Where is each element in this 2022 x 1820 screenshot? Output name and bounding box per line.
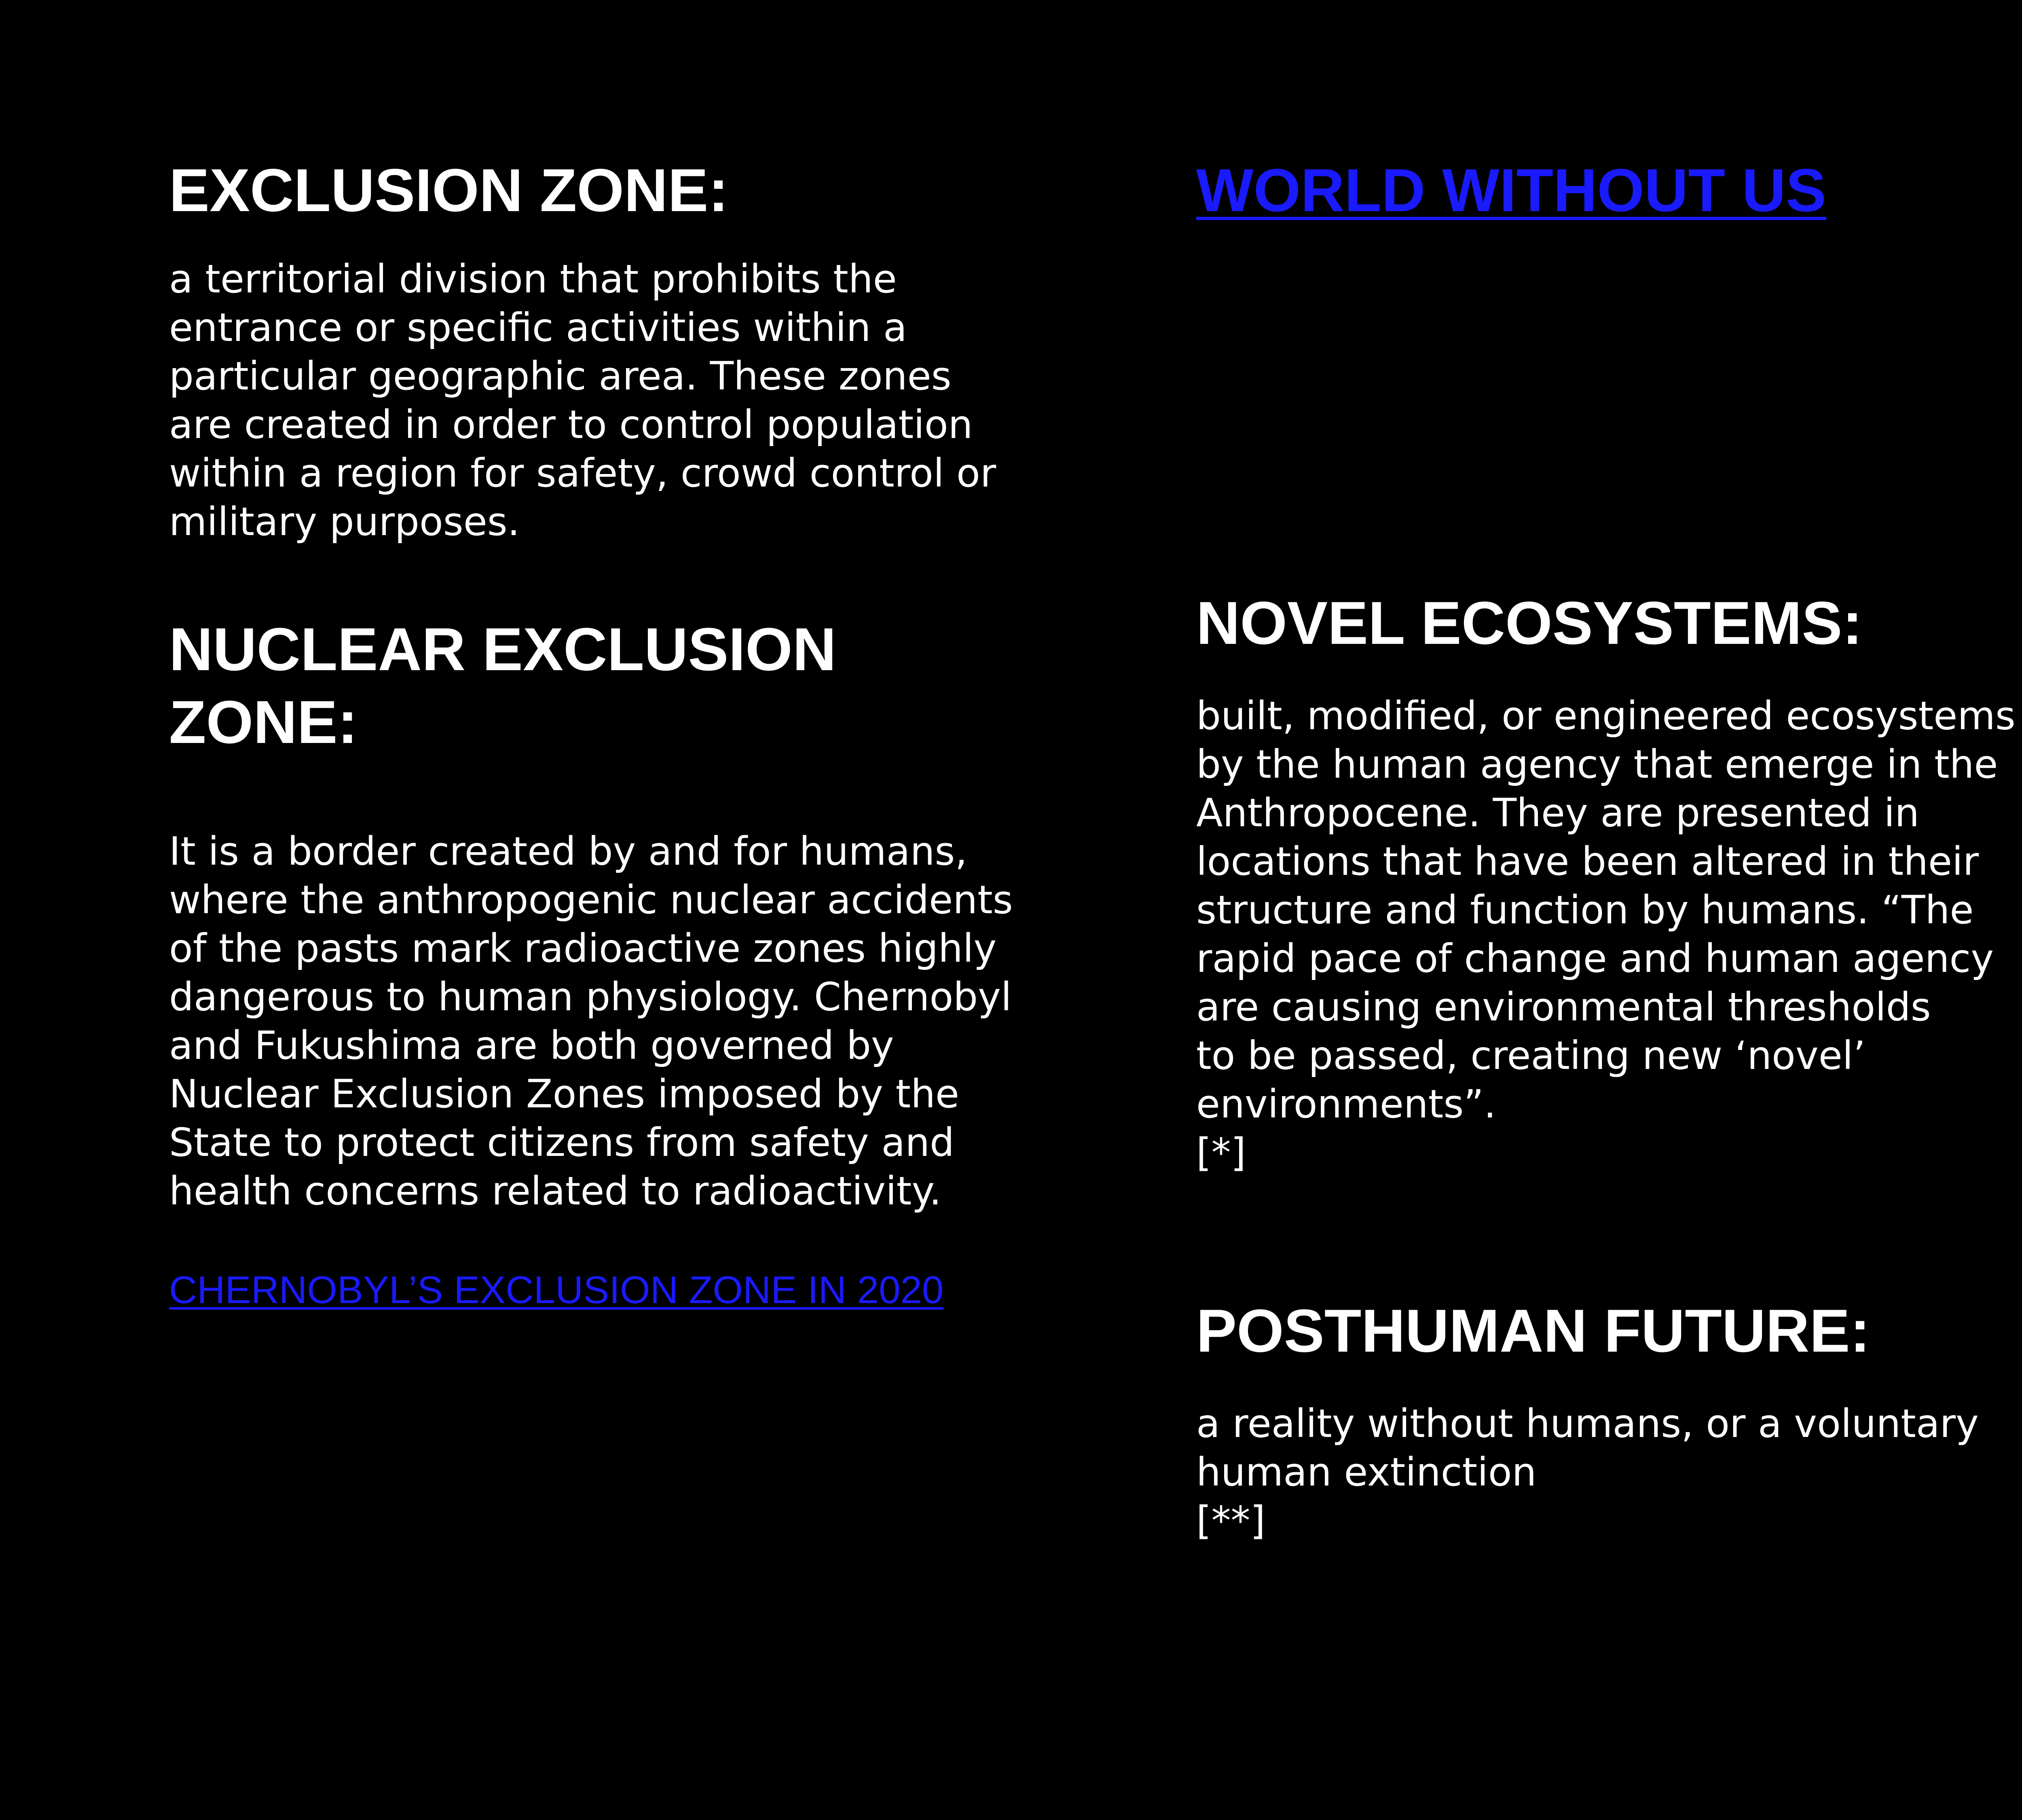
chernobyl-exclusion-zone-link[interactable]: CHERNOBYL’S EXCLUSION ZONE IN 2020	[169, 1268, 944, 1312]
nuclear-exclusion-zone-definition: It is a border created by and for humans, where the anthropogenic nuclear accidents of the pasts mark radioactive zones highly dangerous to human physiology. Chernobyl and Fukushima are both governed by Nuclear Exclusion Zones imposed by the State to protect citizens from safety and health concerns related to radioactivity.	[169, 829, 1013, 1214]
nuclear-exclusion-zone-section	[169, 613, 1099, 1215]
nuclear-exclusion-zone-heading: NUCLEAR EXCLUSION ZONE:	[169, 615, 837, 756]
world-without-us-link[interactable]: WORLD WITHOUT US	[1196, 156, 1827, 224]
posthuman-future-heading: POSTHUMAN FUTURE:	[1196, 1297, 1870, 1365]
exclusion-zone-heading: EXCLUSION ZONE:	[169, 156, 729, 224]
chernobyl-link-wrapper	[169, 1266, 943, 1314]
posthuman-future-definition: a reality without humans, or a voluntary human extinction [**]	[1196, 1401, 1979, 1543]
novel-ecosystems-heading: NOVEL ECOSYSTEMS:	[1196, 589, 1863, 657]
world-without-us-wrapper	[1196, 154, 1826, 226]
novel-ecosystems-section	[1196, 586, 2022, 1177]
posthuman-future-section	[1196, 1294, 2022, 1545]
exclusion-zone-definition: a territorial division that prohibits the entrance or specific activities within a particular geographic area. These zones are created in order to control population within a region for safety, crowd control or military purposes.	[169, 256, 996, 544]
novel-ecosystems-definition: built, modified, or engineered ecosystems by the human agency that emerge in the Anthropocene. They are presented in locations that have been altered in their structure and function by humans. “The rapid pace of change and human agency are causing environmental thresholds to be passed, creating new ‘novel’ environments”. [*]	[1196, 693, 2016, 1175]
exclusion-zone-section	[169, 154, 1099, 546]
